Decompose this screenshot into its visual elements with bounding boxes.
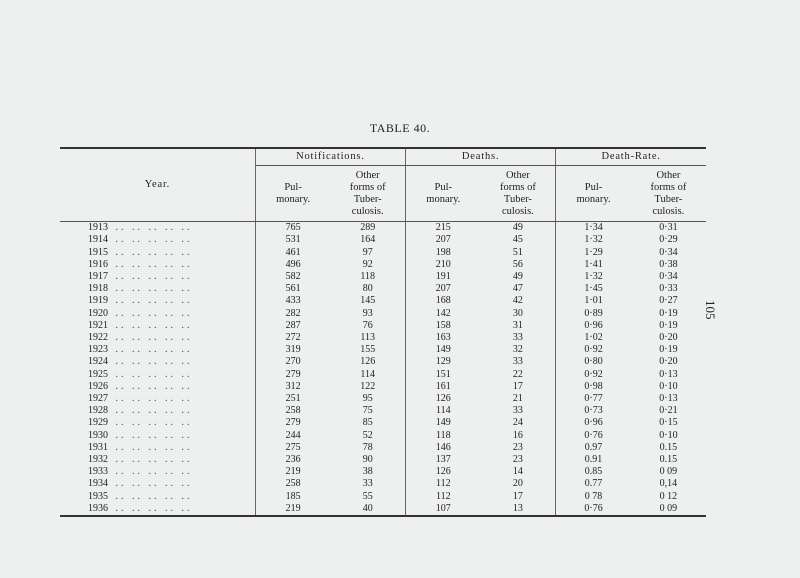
dot-leader: .. .. .. .. .. [115,307,193,319]
value-cell: 272 [285,332,301,344]
value-cell: 0·73 [584,405,603,417]
value-cell: 1·01 [584,295,603,307]
value-cell: 129 [435,356,451,368]
year-cell [60,393,255,405]
value-cell: 49 [481,271,556,283]
year-cell [60,430,255,442]
value-cell: 80 [330,283,405,295]
value-cell: 16 [481,430,556,442]
year-value: 1915 [88,246,108,258]
table-row [60,234,706,246]
value-cell: 92 [330,259,405,271]
value-cell: 319 [285,344,301,356]
dot-leader: .. .. .. .. .. [115,454,193,466]
value-cell: 52 [330,430,405,442]
value-cell: 251 [285,393,301,405]
value-cell: 0·34 [659,246,678,258]
value-cell: 270 [285,356,301,368]
value-cell: 215 [435,222,451,234]
data-table [60,147,706,517]
value-cell: 0·13 [659,368,678,380]
year-cell [60,356,255,368]
table-row [60,320,706,332]
value-cell: 0,14 [659,478,678,490]
value-cell: 126 [435,393,451,405]
year-cell [60,478,255,490]
col-rate-pulmonary: Pul- monary. [556,166,631,222]
value-cell: 0.97 [584,441,603,453]
value-cell: 244 [285,429,301,441]
dot-leader: .. .. .. .. .. [115,417,193,429]
table-row [60,393,706,405]
year-value: 1921 [88,319,108,331]
value-cell: 0·33 [659,283,678,295]
value-cell: 164 [330,234,405,246]
value-cell: 145 [330,295,405,307]
year-header: Year. [60,148,255,222]
value-cell: 0.15 [659,454,678,466]
year-cell [60,454,255,466]
value-cell: 126 [435,466,451,478]
value-cell: 236 [285,454,301,466]
value-cell: 126 [330,356,405,368]
value-cell: 1·34 [584,222,603,234]
value-cell: 31 [481,320,556,332]
col-deaths-other: Other forms of Tuber- culosis. [481,166,556,222]
value-cell: 219 [285,466,301,478]
year-value: 1923 [88,344,108,356]
value-cell: 13 [481,503,556,516]
value-cell: 0·96 [584,417,603,429]
year-value: 1913 [88,222,108,234]
value-cell: 282 [285,307,301,319]
dot-leader: .. .. .. .. .. [115,490,193,502]
year-value: 1933 [88,466,108,478]
value-cell: 185 [285,490,301,502]
value-cell: 0·96 [584,319,603,331]
value-cell: 289 [330,222,405,235]
table-row [60,222,706,235]
value-cell: 149 [435,344,451,356]
col-notif-pulmonary: Pul- monary. [255,166,330,222]
table-row [60,417,706,429]
value-cell: 20 [481,478,556,490]
value-cell: 163 [435,332,451,344]
value-cell: 1·41 [584,258,603,270]
value-cell: 275 [285,441,301,453]
value-cell: 0·92 [584,368,603,380]
value-cell: 78 [330,442,405,454]
table-row [60,332,706,344]
year-cell [60,308,255,320]
value-cell: 146 [435,441,451,453]
year-value: 1929 [88,417,108,429]
year-value: 1916 [88,258,108,270]
table-row [60,308,706,320]
dot-leader: .. .. .. .. .. [115,234,193,246]
year-cell [60,417,255,429]
value-cell: 42 [481,295,556,307]
table-body [60,222,706,516]
dot-leader: .. .. .. .. .. [115,283,193,295]
value-cell: 496 [285,258,301,270]
table-row [60,356,706,368]
value-cell: 207 [435,283,451,295]
dot-leader: .. .. .. .. .. [115,478,193,490]
table-row [60,259,706,271]
table-row [60,478,706,490]
value-cell: 33 [481,405,556,417]
dot-leader: .. .. .. .. .. [115,271,193,283]
value-cell: 0·20 [659,356,678,368]
value-cell: 14 [481,466,556,478]
value-cell: 40 [330,503,405,516]
value-cell: 33 [330,478,405,490]
table-row [60,430,706,442]
value-cell: 118 [330,271,405,283]
value-cell: 258 [285,478,301,490]
value-cell: 30 [481,308,556,320]
dot-leader: .. .. .. .. .. [115,258,193,270]
year-cell [60,503,255,516]
value-cell: 122 [330,381,405,393]
dot-leader: .. .. .. .. .. [115,295,193,307]
value-cell: 0·31 [659,222,678,234]
value-cell: 765 [285,222,301,234]
value-cell: 107 [406,503,481,516]
death-rate-header: Death-Rate. [556,148,706,166]
value-cell: 0·13 [659,393,678,405]
value-cell: 0·15 [659,417,678,429]
value-cell: 1·45 [584,283,603,295]
value-cell: 1·02 [584,332,603,344]
value-cell: 0·89 [584,307,603,319]
value-cell: 49 [481,222,556,235]
value-cell: 0.77 [584,478,603,490]
table-row [60,283,706,295]
value-cell: 198 [435,246,451,258]
dot-leader: .. .. .. .. .. [115,368,193,380]
value-cell: 279 [285,417,301,429]
value-cell: 0 78 [584,490,603,502]
value-cell: 112 [435,490,451,502]
value-cell: 219 [255,503,330,516]
value-cell: 0·92 [584,344,603,356]
value-cell: 207 [435,234,451,246]
value-cell: 0 09 [631,503,706,516]
year-value: 1936 [88,502,108,514]
value-cell: 279 [285,368,301,380]
dot-leader: .. .. .. .. .. [115,222,193,234]
value-cell: 168 [435,295,451,307]
value-cell: 0·19 [659,307,678,319]
value-cell: 0·76 [584,429,603,441]
table-row [60,503,706,516]
value-cell: 55 [330,491,405,503]
value-cell: 23 [481,454,556,466]
dot-leader: .. .. .. .. .. [115,246,193,258]
page-number: 105 [703,300,718,320]
notifications-header: Notifications. [255,148,405,166]
value-cell: 0·27 [659,295,678,307]
value-cell: 114 [435,405,451,417]
year-cell [60,320,255,332]
value-cell: 0·10 [659,429,678,441]
value-cell: 258 [285,405,301,417]
value-cell: 161 [435,380,451,392]
value-cell: 531 [285,234,301,246]
year-value: 1922 [88,332,108,344]
year-value: 1925 [88,368,108,380]
value-cell: 118 [435,429,451,441]
dot-leader: .. .. .. .. .. [115,429,193,441]
value-cell: 0.91 [584,454,603,466]
value-cell: 0·20 [659,332,678,344]
dot-leader: .. .. .. .. .. [115,466,193,478]
value-cell: 24 [481,417,556,429]
value-cell: 0·29 [659,234,678,246]
col-rate-other: Other forms of Tuber- culosis. [631,166,706,222]
col-notif-other: Other forms of Tuber- culosis. [330,166,405,222]
value-cell: 149 [435,417,451,429]
year-cell [60,271,255,283]
value-cell: 155 [330,344,405,356]
dot-leader: .. .. .. .. .. [115,344,193,356]
value-cell: 17 [481,491,556,503]
value-cell: 1·29 [584,246,603,258]
table-row [60,369,706,381]
dot-leader: .. .. .. .. .. [115,502,193,514]
value-cell: 38 [330,466,405,478]
table-row [60,491,706,503]
value-cell: 0·38 [659,258,678,270]
year-value: 1920 [88,307,108,319]
dot-leader: .. .. .. .. .. [115,319,193,331]
table-row [60,295,706,307]
value-cell: 90 [330,454,405,466]
value-cell: 1·32 [584,271,603,283]
year-value: 1918 [88,283,108,295]
table-row [60,442,706,454]
year-cell [60,222,255,235]
year-value: 1914 [88,234,108,246]
year-cell [60,381,255,393]
table-row [60,271,706,283]
tuberculosis-table [60,147,706,517]
value-cell: 56 [481,259,556,271]
value-cell: 23 [481,442,556,454]
value-cell: 47 [481,283,556,295]
year-value: 1934 [88,478,108,490]
year-cell [60,405,255,417]
year-cell [60,344,255,356]
value-cell: 75 [330,405,405,417]
table-row [60,247,706,259]
year-cell [60,491,255,503]
year-value: 1926 [88,380,108,392]
value-cell: 76 [330,320,405,332]
value-cell: 433 [285,295,301,307]
year-value: 1931 [88,441,108,453]
value-cell: 113 [330,332,405,344]
dot-leader: .. .. .. .. .. [115,356,193,368]
year-value: 1932 [88,454,108,466]
value-cell: 142 [435,307,451,319]
table-title: TABLE 40. [369,121,431,135]
value-cell: 137 [435,454,451,466]
value-cell: 112 [435,478,451,490]
year-value: 1919 [88,295,108,307]
value-cell: 22 [481,369,556,381]
year-cell [60,283,255,295]
value-cell: 51 [481,247,556,259]
year-cell [60,247,255,259]
value-cell: 32 [481,344,556,356]
year-cell [60,442,255,454]
year-value: 1917 [88,271,108,283]
value-cell: 210 [435,258,451,270]
value-cell: 97 [330,247,405,259]
value-cell: 0·10 [659,380,678,392]
year-cell [60,466,255,478]
value-cell: 0 09 [659,466,678,478]
value-cell: 0 12 [659,490,678,502]
value-cell: 0·76 [556,503,631,516]
value-cell: 0·19 [659,319,678,331]
col-deaths-pulmonary: Pul- monary. [406,166,481,222]
value-cell: 93 [330,308,405,320]
value-cell: 114 [330,369,405,381]
value-cell: 0·34 [659,271,678,283]
dot-leader: .. .. .. .. .. [115,332,193,344]
year-cell [60,295,255,307]
table-row [60,405,706,417]
table-row [60,344,706,356]
value-cell: 45 [481,234,556,246]
value-cell: 561 [285,283,301,295]
value-cell: 0·98 [584,380,603,392]
year-value: 1930 [88,429,108,441]
year-value: 1927 [88,393,108,405]
year-cell [60,332,255,344]
value-cell: 461 [285,246,301,258]
value-cell: 1·32 [584,234,603,246]
year-cell [60,234,255,246]
value-cell: 33 [481,332,556,344]
value-cell: 151 [435,368,451,380]
dot-leader: .. .. .. .. .. [115,441,193,453]
value-cell: 0·80 [584,356,603,368]
value-cell: 0·19 [659,344,678,356]
year-value: 1935 [88,490,108,502]
year-cell [60,369,255,381]
dot-leader: .. .. .. .. .. [115,393,193,405]
value-cell: 312 [285,380,301,392]
value-cell: 85 [330,417,405,429]
table-row [60,454,706,466]
value-cell: 95 [330,393,405,405]
value-cell: 158 [435,319,451,331]
value-cell: 287 [285,319,301,331]
dot-leader: .. .. .. .. .. [115,380,193,392]
deaths-header: Deaths. [406,148,556,166]
dot-leader: .. .. .. .. .. [115,405,193,417]
value-cell: 33 [481,356,556,368]
table-row [60,466,706,478]
value-cell: 0.15 [659,441,678,453]
year-value: 1924 [88,356,108,368]
year-cell [60,259,255,271]
value-cell: 191 [435,271,451,283]
value-cell: 17 [481,381,556,393]
value-cell: 582 [285,271,301,283]
value-cell: 21 [481,393,556,405]
year-value: 1928 [88,405,108,417]
value-cell: 0.85 [584,466,603,478]
value-cell: 0·21 [659,405,678,417]
value-cell: 0·77 [584,393,603,405]
table-row [60,381,706,393]
